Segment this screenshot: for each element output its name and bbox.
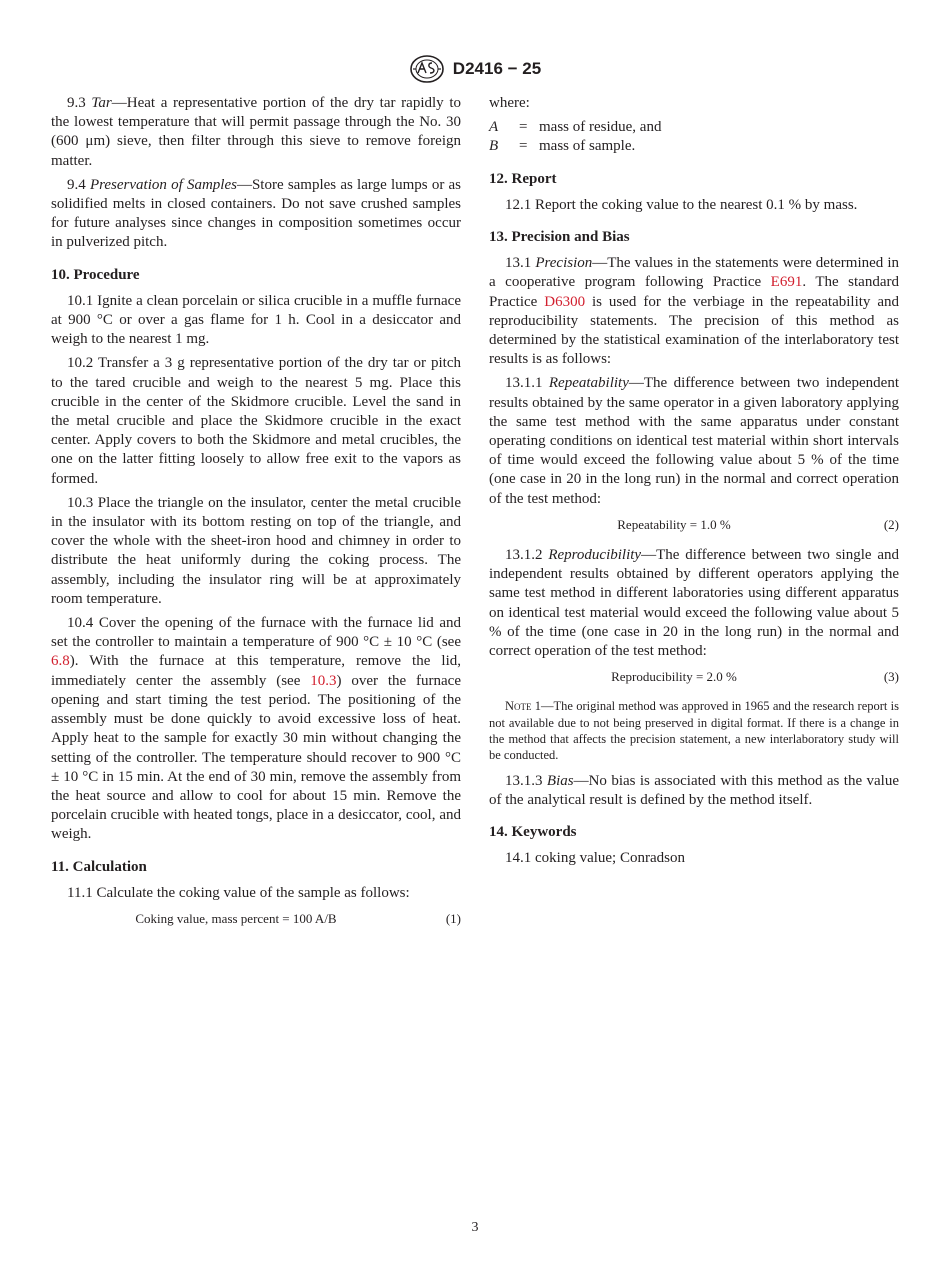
paragraph-10-2: 10.2 Transfer a 3 g representative portion of the dry tar or pitch to the tared crucible and weigh to the nearest 5 mg. Place this crucible in the center of the Skidmore crucible. Level the sand in the metal crucible and place the Skidmore crucible in the exact center. Apply covers to both the Skidmore and metal crucibles, the one on the latter fitting loosely to allow free exit to the vapors as formed.	[51, 355, 461, 487]
paragraph-13-1-1: 13.1.1 Repeatability—The difference between two independent results obtained by the same operator in a given laboratory applying the same test method with the same apparatus under constant operating conditions on identical test material within short intervals of time would exceed the following value about 5 % of the time (one case in 20 in the long run) in the normal and correct operation of the test method:	[489, 375, 900, 507]
paragraph-14-1: 14.1 coking value; Conradson	[505, 850, 685, 867]
paragraph-10-1: 10.1 Ignite a clean porcelain or silica crucible in a muffle furnace at 900 °C or over a gas flame for 1 h. Cool in a desiccator and weigh to the nearest 1 mg.	[51, 292, 461, 348]
equation-1-number: (1)	[445, 910, 461, 926]
right-column	[489, 94, 899, 873]
where-row-a: A = mass of residue, and	[489, 119, 662, 136]
link-e691[interactable]: E691	[770, 274, 803, 291]
astm-logo-icon	[409, 54, 445, 84]
equation-3-number: (3)	[883, 669, 899, 685]
where-label: where:	[489, 95, 530, 111]
paragraph-12-1: 12.1 Report the coking value to the nearest 0.1 % by mass.	[505, 196, 858, 213]
link-10-3[interactable]: 10.3	[310, 672, 337, 689]
heading-calculation: 11. Calculation	[51, 858, 147, 875]
equation-1-body: Coking value, mass percent = 100 A/B	[135, 910, 337, 926]
paragraph-9-4: 9.4 Preservation of Samples—Store samples as large lumps or as solidified melts in closed containers. Do not save crushed samples for future analyses since changes in composition sometimes occur in pulverized pitch.	[51, 176, 462, 251]
equation-3	[489, 667, 899, 686]
equation-1	[51, 909, 461, 928]
equation-2	[489, 515, 899, 534]
paragraph-13-1-3: 13.1.3 Bias—No bias is associated with this method as the value of the analytical result is defined by the method itself.	[489, 772, 899, 808]
note-1: Note 1—The original method was approved in 1965 and the research report is not available due to not being preserved in digital format. If there is a change in the method that affects the precision statement, a new interlaboratory study will be conducted.	[489, 699, 899, 763]
document-designation: D2416 − 25	[452, 59, 542, 78]
link-6-8[interactable]: 6.8	[51, 653, 70, 670]
equation-2-number: (2)	[883, 516, 899, 532]
link-d6300[interactable]: D6300	[544, 293, 586, 310]
heading-report: 12. Report	[489, 170, 557, 187]
where-row-b: B = mass of sample.	[489, 138, 636, 155]
paragraph-13-1: 13.1 Precision—The values in the statements were determined in a cooperative program following Practice E691. The standard Practice D6300 is used for the verbiage in the repeatability and reproducibility statements. The precision of this method as determined by the statistical examination of the interlaboratory test results is as follows:	[489, 255, 900, 368]
paragraph-11-1: 11.1 Calculate the coking value of the sample as follows:	[67, 884, 410, 901]
paragraph-10-3: 10.3 Place the triangle on the insulator, center the metal crucible in the insulator with its bottom resting on top of the triangle, and cover the whole with the sheet-iron hood and chimney in order to distribute the heat uniformly during the coking process. The assembly, including the insulator ring will be at approximately room temperature.	[51, 494, 461, 607]
left-column	[51, 94, 461, 940]
heading-procedure: 10. Procedure	[51, 266, 140, 283]
page-header	[0, 54, 950, 89]
heading-precision-bias: 13. Precision and Bias	[489, 229, 630, 246]
paragraph-10-4: 10.4 Cover the opening of the furnace with the furnace lid and set the controller to maintain a temperature of 900 °C ± 10 °C (see 6.8). With the furnace at this temperature, remove the lid, immediately center the assembly (see 10.3) over the furnace opening and start timing the test period. The positioning of the assembly must be done quickly to avoid excessive loss of heat. Apply heat to the sample for exactly 30 min without changing the setting of the controller. The temperature should recover to 900 °C ± 10 °C in 15 min. At the end of 30 min, remove the assembly from the heat source and allow to cool for about 15 min. Remove the porcelain crucible with heated tongs, place in a desiccator, cool, and weigh.	[51, 615, 461, 843]
page-number: 3	[471, 1220, 479, 1235]
paragraph-13-1-2: 13.1.2 Reproducibility—The difference between two single and independent results obtained by different operators applying the same test method in different laboratories using different apparatus on identical test material would exceed the following value about 5 % of the time (one case in 20 in the long run) in the normal and correct operation of the test method:	[489, 547, 900, 660]
heading-keywords: 14. Keywords	[489, 824, 577, 841]
equation-3-body: Reproducibility = 2.0 %	[611, 669, 737, 685]
equation-2-body: Repeatability = 1.0 %	[617, 516, 731, 532]
paragraph-9-3: 9.3 Tar—Heat a representative portion of the dry tar rapidly to the lowest temperature that will permit passage through the No. 30 (600 μm) sieve, then filter through this sieve to remove foreign matter.	[51, 95, 461, 169]
